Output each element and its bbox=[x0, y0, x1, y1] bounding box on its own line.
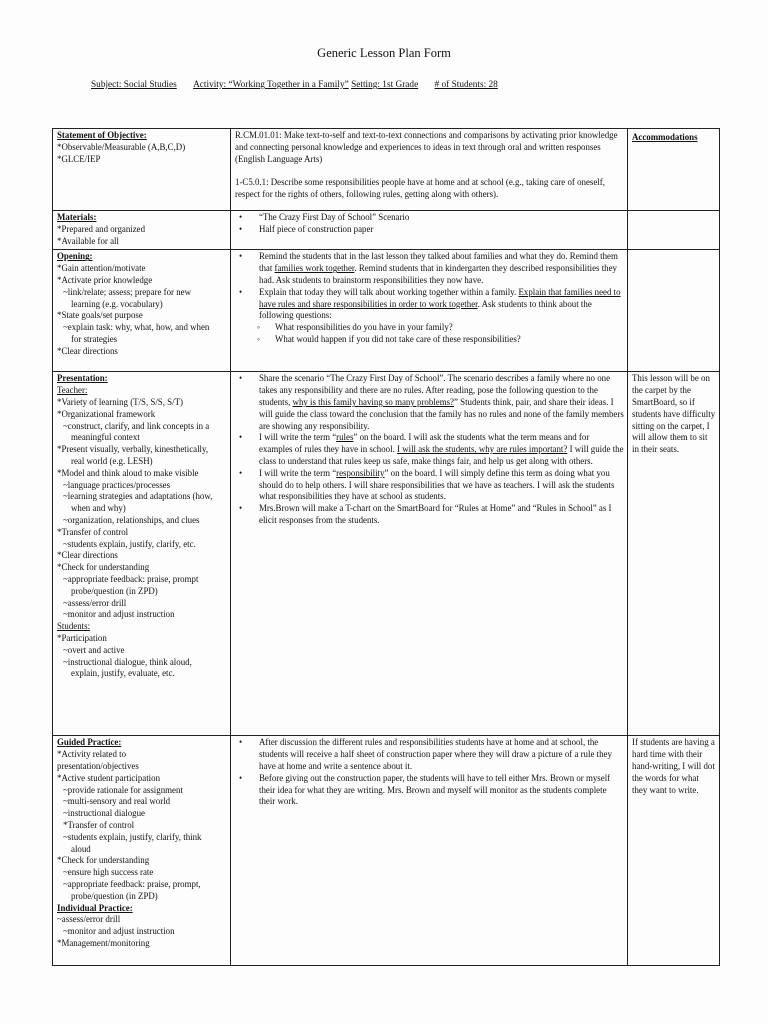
accommodation-text: If students are having a hard time with their hand-writing, I will dot the words for what they want to write. bbox=[632, 737, 715, 795]
accommodations-cell bbox=[628, 736, 720, 966]
presentation-note: meaningful context bbox=[71, 432, 140, 443]
page-title: Generic Lesson Plan Form bbox=[317, 46, 451, 60]
list-item bbox=[259, 468, 624, 503]
opening-label-cell bbox=[53, 250, 231, 372]
presentation-note: ~learning strategies and adaptations (how, bbox=[63, 491, 213, 502]
presentation-note: *Organizational framework bbox=[57, 408, 156, 419]
guided-list bbox=[235, 737, 624, 808]
list-item: • Mrs.Brown will make a T-chart on the SmartBoard for “Rules at Home” and “Rules in School” as I elicit responses from the students. bbox=[259, 503, 624, 527]
list-item: • “The Crazy First Day of School” Scenario bbox=[259, 212, 624, 224]
guided-note: ~students explain, justify, clarify, think bbox=[63, 831, 202, 842]
objective-text: R.CM.01.01: Make text-to-self and text-to-text connections and comparisons by activating prior knowledge and connecting personal knowledge and experiences to ideas in text through oral and written responses (English Language Arts) bbox=[235, 130, 618, 164]
objective-label-cell bbox=[53, 129, 231, 211]
presentation-note: ~language practices/processes bbox=[63, 479, 171, 490]
accommodations-heading: Accommodations bbox=[632, 132, 698, 142]
setting-field: Setting: 1st Grade bbox=[351, 80, 419, 90]
guided-note: ~provide rationale for assignment bbox=[63, 784, 183, 795]
underlined-text: Explain that families need to have rules and share responsibilities in order to work together bbox=[259, 286, 621, 309]
underlined-text: rules bbox=[336, 432, 354, 443]
guided-note: *Management/monitoring bbox=[57, 937, 150, 948]
guided-note: probe/question (in ZPD) bbox=[71, 890, 158, 901]
presentation-note: *Transfer of control bbox=[57, 526, 129, 537]
objective-note: *GLCE/IEP bbox=[57, 153, 101, 164]
presentation-list bbox=[235, 373, 624, 526]
guided-note: ~monitor and adjust instruction bbox=[63, 926, 175, 937]
list-item: ◦ What responsibilities do you have in your family? bbox=[275, 322, 624, 334]
guided-note: ~ensure high success rate bbox=[63, 867, 154, 878]
presentation-note: real world (e.g. LESH) bbox=[71, 455, 153, 466]
list-item: ◦ What would happen if you did not take care of these responsibilities? bbox=[275, 334, 624, 346]
opening-list bbox=[235, 251, 624, 322]
students-subheading: Students: bbox=[57, 621, 91, 632]
accommodations-header-cell bbox=[628, 129, 720, 211]
text-span: Share the scenario “The Crazy First Day of School”. The scenario describes a family where no one takes any responsibility and there are no rules. After reading, pose the following question to the students, bbox=[259, 373, 611, 407]
presentation-note: ~monitor and adjust instruction bbox=[63, 609, 175, 620]
presentation-note: probe/question (in ZPD) bbox=[71, 585, 158, 596]
objective-note: *Observable/Measurable (A,B,C,D) bbox=[57, 141, 186, 152]
presentation-content-cell bbox=[231, 372, 628, 736]
text-span: I will write the term “ bbox=[259, 467, 337, 478]
list-item: • After discussion the different rules and responsibilities students have at home and at school, the students will receive a half sheet of construction paper where they will draw a picture of a rule they have at home and write a sentence about it. bbox=[259, 737, 624, 772]
teacher-subheading: Teacher: bbox=[57, 385, 88, 396]
presentation-label-cell bbox=[53, 372, 231, 736]
accommodations-cell bbox=[628, 211, 720, 250]
text-span: ” on the board. I will ask the students what the term means and for examples of rules they have in school. bbox=[259, 432, 590, 455]
guided-note: *Transfer of control bbox=[63, 819, 135, 830]
opening-content-cell bbox=[231, 250, 628, 372]
presentation-note: *Check for understanding bbox=[57, 562, 150, 573]
students-count-field: # of Students: 28 bbox=[434, 80, 498, 90]
guided-note: ~appropriate feedback: praise, prompt, bbox=[63, 878, 201, 889]
underlined-text: responsibility bbox=[336, 467, 385, 478]
presentation-note: *Model and think aloud to make visible bbox=[57, 467, 199, 478]
guided-note: *Active student participation bbox=[57, 772, 161, 783]
individual-practice-heading: Individual Practice: bbox=[57, 902, 133, 913]
list-item bbox=[259, 373, 624, 432]
materials-label-cell bbox=[53, 211, 231, 250]
presentation-note: ~instructional dialogue, think aloud, bbox=[63, 656, 192, 667]
materials-row bbox=[53, 211, 720, 250]
objective-heading: Statement of Objective: bbox=[57, 130, 147, 140]
text-span: . Remind students that in kindergarten they described responsibilities they had. Ask students to brainstorm responsibilities they now have. bbox=[259, 263, 617, 285]
presentation-note: *Variety of learning (T/S, S/S, S/T) bbox=[57, 396, 183, 407]
accommodations-cell bbox=[628, 250, 720, 372]
materials-list bbox=[235, 212, 624, 236]
lesson-header bbox=[91, 80, 498, 90]
opening-questions bbox=[235, 322, 624, 346]
underlined-text: why is this family having so many problems? bbox=[292, 396, 454, 407]
guided-note: ~instructional dialogue bbox=[63, 808, 145, 819]
list-item bbox=[259, 432, 624, 467]
guided-note: ~assess/error drill bbox=[57, 914, 121, 925]
guided-note: presentation/objectives bbox=[57, 760, 139, 771]
presentation-note: *Clear directions bbox=[57, 550, 118, 561]
opening-note: *State goals/set purpose bbox=[57, 310, 143, 321]
list-item: • Half piece of construction paper bbox=[259, 224, 624, 236]
guided-note: aloud bbox=[71, 843, 91, 854]
objective-text: 1-C5.0.1: Describe some responsibilities people have at home and at school (e.g., taking care of oneself, respect for the rights of others, following rules, getting along with others). bbox=[235, 177, 605, 200]
lesson-plan-table bbox=[52, 128, 720, 966]
accommodation-text: This lesson will be on the carpet by the SmartBoard, so if students have difficulty sitting on the carpet, I will allow them to sit in their seats. bbox=[632, 373, 716, 455]
text-span: Remind the students that in the last lesson they talked about families and what they do. Remind them that bbox=[259, 251, 618, 274]
materials-note: *Available for all bbox=[57, 235, 119, 246]
text-span: . Ask students to think about the following questions: bbox=[259, 298, 592, 321]
presentation-row bbox=[53, 372, 720, 736]
presentation-note: ~assess/error drill bbox=[63, 597, 127, 608]
guided-note: ~multi-sensory and real world bbox=[63, 796, 171, 807]
opening-note: learning (e.g. vocabulary) bbox=[71, 298, 163, 309]
objective-content-cell bbox=[231, 129, 628, 211]
text-span: Explain that today they will talk about working together within a family. bbox=[259, 286, 519, 297]
list-item: • Before giving out the construction paper, the students will have to tell either Mrs. Brown or myself their idea for what they are writing. Mrs. Brown and myself will monitor as the students complete their work. bbox=[259, 773, 624, 808]
opening-note: for strategies bbox=[71, 333, 118, 344]
underlined-text: I will ask the students, why are rules important? bbox=[397, 444, 568, 455]
presentation-note: ~organization, relationships, and clues bbox=[63, 514, 200, 525]
guided-note: *Check for understanding bbox=[57, 855, 150, 866]
presentation-note: ~construct, clarify, and link concepts in a bbox=[63, 420, 210, 431]
opening-note: *Clear directions bbox=[57, 345, 118, 356]
list-item bbox=[259, 287, 624, 322]
materials-content-cell bbox=[231, 211, 628, 250]
materials-note: *Prepared and organized bbox=[57, 223, 146, 234]
opening-note: *Gain attention/motivate bbox=[57, 263, 146, 274]
presentation-note: *Present visually, verbally, kinesthetically, bbox=[57, 444, 209, 455]
presentation-note: when and why) bbox=[71, 503, 126, 514]
text-span: I will guide the class to understand that rules keep us safe, make things fair, and help us get along with others. bbox=[259, 444, 624, 466]
materials-heading: Materials: bbox=[57, 212, 97, 222]
guided-note: *Activity related to bbox=[57, 749, 127, 760]
objective-row bbox=[53, 129, 720, 211]
presentation-note: explain, justify, evaluate, etc. bbox=[71, 668, 175, 679]
guided-practice-heading: Guided Practice: bbox=[57, 737, 122, 748]
accommodations-cell bbox=[628, 372, 720, 736]
presentation-heading: Presentation: bbox=[57, 373, 108, 384]
presentation-note: ~overt and active bbox=[63, 644, 125, 655]
list-item bbox=[259, 251, 624, 286]
text-span: ” on the board. I will simply define this term as doing what you should do to help others. I will share responsibilities that we have as teachers. I will ask the students what responsibilities they have at school as students. bbox=[259, 467, 615, 502]
text-span: I will write the term “ bbox=[259, 432, 337, 443]
presentation-note: ~appropriate feedback: praise, prompt bbox=[63, 573, 199, 584]
guided-content-cell bbox=[231, 736, 628, 966]
opening-heading: Opening: bbox=[57, 251, 93, 262]
guided-label-cell bbox=[53, 736, 231, 966]
text-span: ” Students think, pair, and share their ideas. I will guide the class toward the conclusion that the family has no rules and none of the family members are showing any responsibility. bbox=[259, 396, 624, 431]
opening-note: *Activate prior knowledge bbox=[57, 274, 153, 285]
opening-row bbox=[53, 250, 720, 372]
activity-field: Activity: “Working Together in a Family” bbox=[193, 80, 349, 90]
presentation-note: *Participation bbox=[57, 632, 107, 643]
opening-note: ~link/relate; assess; prepare for new bbox=[63, 286, 192, 297]
underlined-text: families work together bbox=[274, 263, 355, 274]
opening-note: ~explain task: why, what, how, and when bbox=[63, 322, 210, 333]
guided-practice-row bbox=[53, 736, 720, 966]
subject-field: Subject: Social Studies bbox=[91, 80, 177, 90]
presentation-note: ~students explain, justify, clarify, etc. bbox=[63, 538, 196, 549]
